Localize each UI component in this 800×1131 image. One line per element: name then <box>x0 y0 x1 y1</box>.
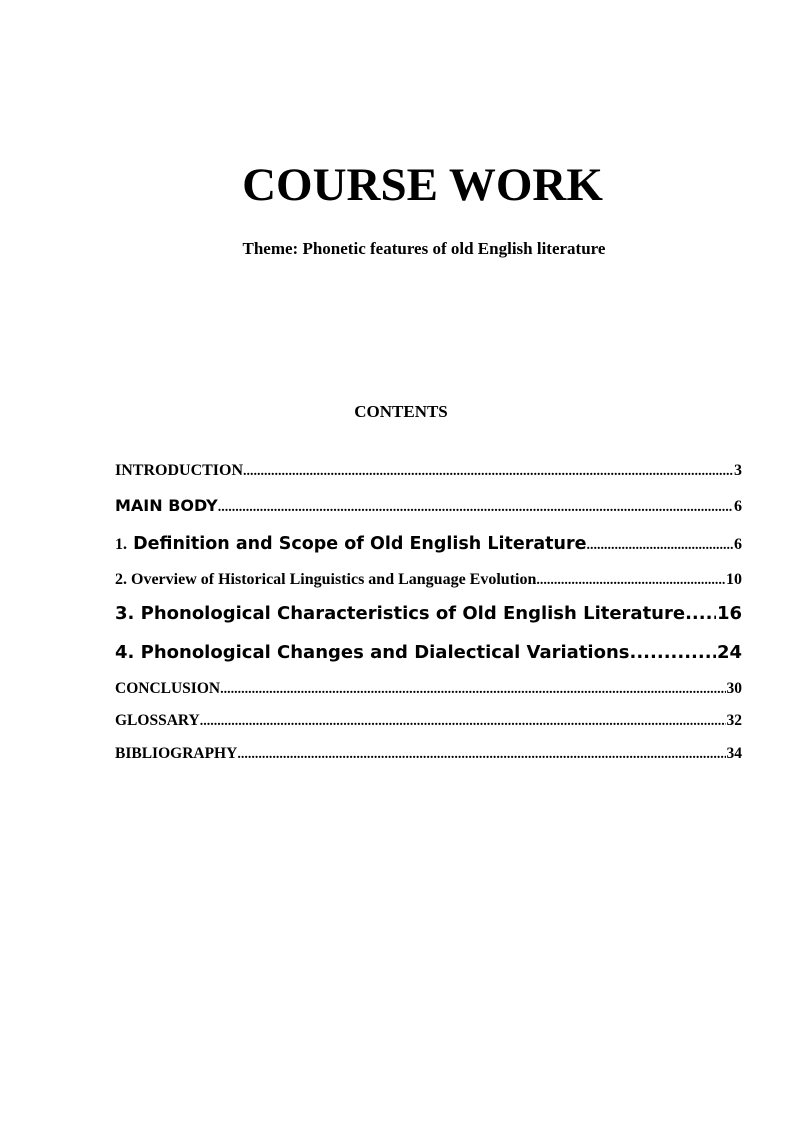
toc-page-number: 32 <box>726 712 742 729</box>
toc-leader-dots <box>630 641 716 665</box>
toc-page-number: 24 <box>716 642 742 663</box>
toc-leader-dots <box>237 745 725 765</box>
toc-label: INTRODUCTION <box>115 462 244 479</box>
toc-leader-dots <box>220 680 725 700</box>
toc-item-title: Definition and Scope of Old English Literature <box>127 534 587 554</box>
toc-leader-dots <box>536 571 725 591</box>
toc-label <box>115 532 587 557</box>
toc-leader-dots <box>200 712 726 732</box>
toc-leader-dots <box>243 462 733 482</box>
toc-entry-phonological-changes[interactable] <box>115 641 742 665</box>
toc-leader-dots <box>587 534 733 558</box>
toc-page-number: 16 <box>716 603 742 624</box>
toc-page-number: 30 <box>726 680 742 697</box>
toc-label: BIBLIOGRAPHY <box>115 745 238 762</box>
toc-page-number: 3 <box>734 462 742 479</box>
toc-entry-main-body[interactable] <box>115 495 742 519</box>
toc-leader-dots <box>685 602 716 626</box>
toc-label: MAIN BODY <box>115 496 218 515</box>
toc-label: CONCLUSION <box>115 680 221 697</box>
toc-item-number: 1. <box>115 536 127 553</box>
toc-entry-introduction[interactable] <box>115 461 742 482</box>
toc-entry-conclusion[interactable] <box>115 679 742 700</box>
toc-page-number: 6 <box>734 536 742 553</box>
toc-page-number: 10 <box>726 571 742 588</box>
toc-label: GLOSSARY <box>115 712 200 729</box>
toc-label: 4. Phonological Changes and Dialectical Variations <box>115 642 630 663</box>
toc-label: 2. Overview of Historical Linguistics and Language Evolution <box>115 571 537 588</box>
toc-entry-definition-and-scope[interactable] <box>115 532 742 558</box>
contents-heading: CONTENTS <box>354 402 448 421</box>
page-title: COURSE WORK <box>242 159 603 211</box>
toc-entry-phonological-characteristics[interactable] <box>115 602 742 626</box>
toc-leader-dots <box>218 497 733 519</box>
toc-entry-glossary[interactable] <box>115 711 742 732</box>
page-theme: Theme: Phonetic features of old English literature <box>242 239 606 258</box>
toc-page-number: 6 <box>734 498 742 515</box>
toc-label: 3. Phonological Characteristics of Old English Literature <box>115 603 686 624</box>
toc-page-number: 34 <box>726 745 742 762</box>
toc-entry-historical-linguistics[interactable] <box>115 570 742 591</box>
toc-entry-bibliography[interactable] <box>115 744 742 765</box>
